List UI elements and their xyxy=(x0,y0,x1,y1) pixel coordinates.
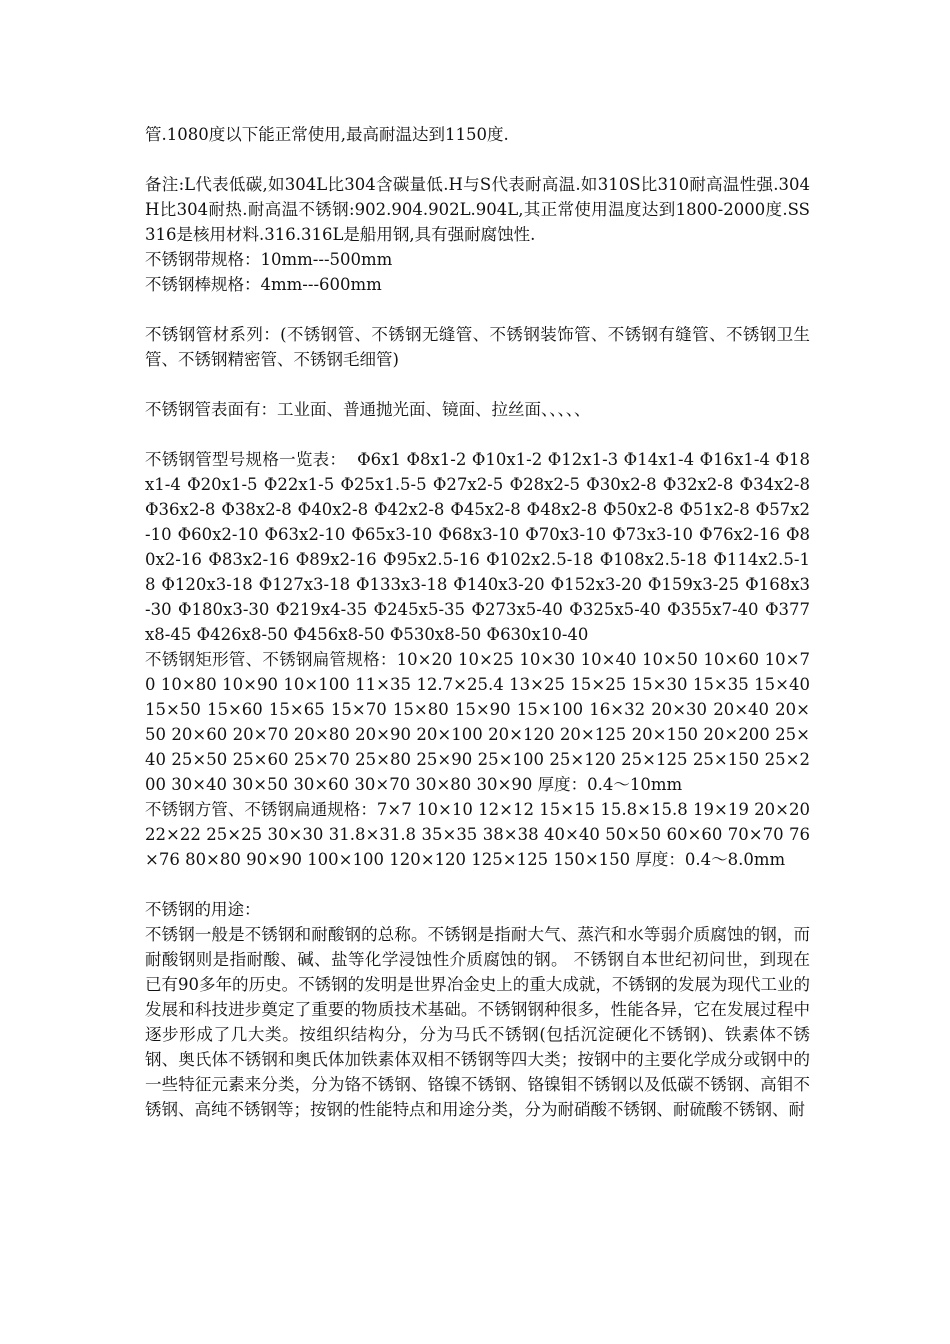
paragraph-uses-body: 不锈钢一般是不锈钢和耐酸钢的总称。不锈钢是指耐大气、蒸汽和水等弱介质腐蚀的钢，而耐酸钢则是指耐酸、碱、盐等化学浸蚀性介质腐蚀的钢。 不锈钢自本世纪初问世，到现在已有90多年的历史。不锈钢的发明是世界冶金史上的重大成就，不锈钢的发展为现代工业的发展和科技进步奠定了重要的物质技术基础。不锈钢钢种很多，性能各异，它在发展过程中逐步形成了几大类。按组织结构分，分为马氏不锈钢(包括沉淀硬化不锈钢)、铁素体不锈钢、奥氏体不锈钢和奥氏体加铁素体双相不锈钢等四大类；按钢中的主要化学成分或钢中的一些特征元素来分类，分为铬不锈钢、铬镍不锈钢、铬镍钼不锈钢以及低碳不锈钢、高钼不锈钢、高纯不锈钢等；按钢的性能特点和用途分类，分为耐硝酸不锈钢、耐硫酸不锈钢、耐 xyxy=(145,925,810,1119)
paragraph-pipe-series: 不锈钢管材系列：(不锈钢管、不锈钢无缝管、不锈钢装饰管、不锈钢有缝管、不锈钢卫生管、不锈钢精密管、不锈钢毛细管) xyxy=(145,325,810,369)
paragraph-pipe-sizes: 不锈钢管型号规格一览表： Φ6x1 Φ8x1-2 Φ10x1-2 Φ12x1-3 Φ14x1-4 Φ16x1-4 Φ18x1-4 Φ20x1-5 Φ22x1-5 Φ25x1.5-5 Φ27x2-5 Φ28x2-5 Φ30x2-8 Φ32x2-8 Φ34x2-8 Φ36x2-8 Φ38x2-8 Φ40x2-8 Φ42x2-8 Φ45x2-8 Φ48x2-8 Φ50x2-8 Φ51x2-8 Φ57x2-10 Φ60x2-10 Φ63x2-10 Φ65x3-10 Φ68x3-10 Φ70x3-10 Φ73x3-10 Φ76x2-16 Φ80x2-16 Φ83x2-16 Φ89x2-16 Φ95x2.5-16 Φ102x2.5-18 Φ108x2.5-18 Φ114x2.5-18 Φ120x3-18 Φ127x3-18 Φ133x3-18 Φ140x3-20 Φ152x3-20 Φ159x3-25 Φ168x3-30 Φ180x3-30 Φ219x4-35 Φ245x5-35 Φ273x5-40 Φ325x5-40 Φ355x7-40 Φ377x8-45 Φ426x8-50 Φ456x8-50 Φ530x8-50 Φ630x10-40 xyxy=(145,450,816,644)
paragraph-strip-spec: 不锈钢带规格：10mm---500mm xyxy=(145,250,393,269)
document-body xyxy=(145,122,816,1122)
paragraph-rect-pipe-sizes: 不锈钢矩形管、不锈钢扁管规格：10×20 10×25 10×30 10×40 10×50 10×60 10×70 10×80 10×90 10×100 11×35 12.7×25.4 13×25 15×25 15×30 15×35 15×40 15×50 15×60 15×65 15×70 15×80 15×90 15×100 16×32 20×30 20×40 20×50 20×60 20×70 20×80 20×90 20×100 20×120 20×125 20×150 20×200 25×40 25×50 25×60 25×70 25×80 25×90 25×100 25×120 25×125 25×150 25×200 30×40 30×50 30×60 30×70 30×80 30×90 厚度：0.4～10mm xyxy=(145,650,816,794)
paragraph-square-pipe-sizes: 不锈钢方管、不锈钢扁通规格：7×7 10×10 12×12 15×15 15.8×15.8 19×19 20×20 22×22 25×25 30×30 31.8×31.8 35×35 38×38 40×40 50×50 60×60 70×70 76×76 80×80 90×90 100×100 120×120 125×125 150×150 厚度：0.4～8.0mm xyxy=(145,800,816,869)
paragraph-bar-spec: 不锈钢棒规格：4mm---600mm xyxy=(145,275,382,294)
blank-line xyxy=(145,872,810,897)
blank-line xyxy=(145,147,810,172)
blank-line xyxy=(145,297,810,322)
paragraph-pipe-surface: 不锈钢管表面有：工业面、普通抛光面、镜面、拉丝面、、、、、 xyxy=(145,400,591,419)
paragraph-uses-heading: 不锈钢的用途： xyxy=(145,900,261,919)
blank-line xyxy=(145,422,810,447)
paragraph-heat-limit: 管.1080度以下能正常使用,最高耐温达到1150度. xyxy=(145,125,509,144)
paragraph-remarks: 备注:L代表低碳,如304L比304含碳量低.H与S代表耐高温.如310S比310耐高温性强.304H比304耐热.耐高温不锈钢:902.904.902L.904L,其正常使用温度达到1800-2000度.SS316是核用材料.316.316L是船用钢,具有强耐腐蚀性. xyxy=(145,175,810,244)
blank-line xyxy=(145,372,810,397)
